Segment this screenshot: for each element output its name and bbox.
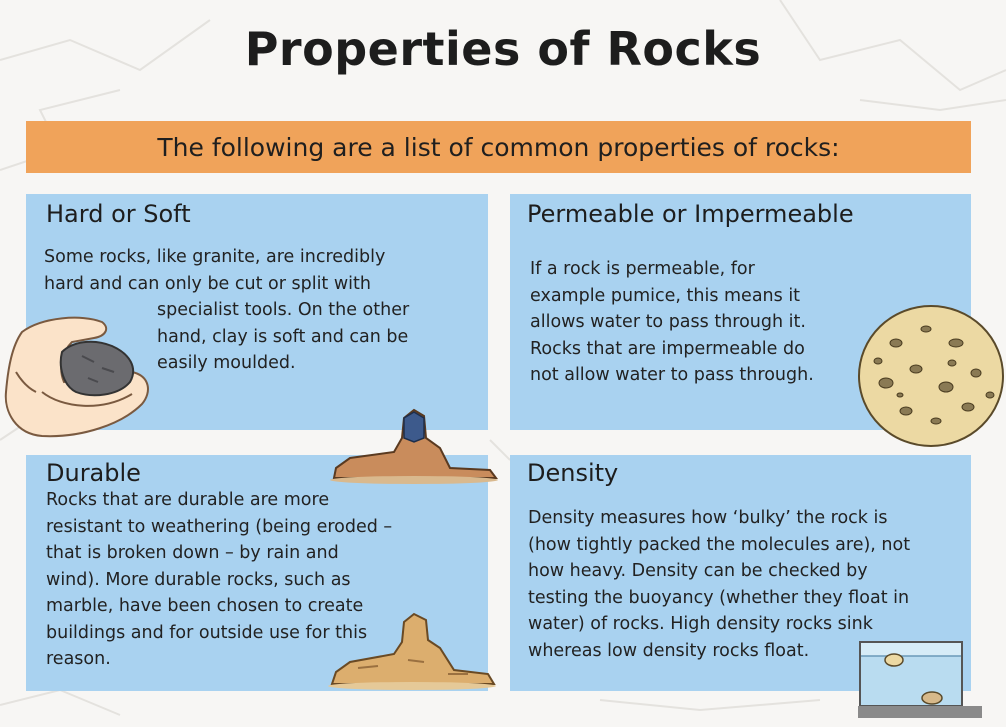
card-line: buildings and for outside use for this (46, 622, 368, 643)
card-line: easily moulded. (157, 353, 296, 373)
card-line: that is broken down – by rain and (46, 543, 339, 563)
card-line: example pumice, this means it (530, 285, 801, 306)
card-line: wind). More durable rocks, such as (46, 569, 351, 590)
card-line: Rocks that are durable are more (46, 490, 330, 510)
card-line: hard and can only be cut or split with (44, 273, 371, 294)
card-line: hand, clay is soft and can be (157, 326, 409, 347)
card-line: testing the buoyancy (whether they float in (528, 587, 910, 608)
intro-banner-text: The following are a list of common properties of rocks: (157, 132, 840, 162)
card-line: water) of rocks. High density rocks sink (528, 614, 873, 634)
card-line: Rocks that are impermeable do (530, 338, 805, 359)
card-body (530, 256, 814, 389)
hands-holding-rock-icon (2, 312, 152, 442)
card-line: whereas low density rocks float. (528, 640, 810, 661)
card-line: resistant to weathering (being eroded – (46, 516, 393, 537)
card-line: allows water to pass through it. (530, 312, 806, 332)
card-line: If a rock is permeable, for (530, 259, 755, 279)
card-line: marble, have been chosen to create (46, 596, 364, 616)
card-line: Some rocks, like granite, are incredibly (44, 247, 386, 267)
card-line: (how tightly packed the molecules are), not (528, 534, 911, 555)
pumice-rock-icon (856, 303, 1006, 449)
sphinx-icon (330, 408, 500, 484)
water-tank-icon (858, 640, 982, 720)
card-line: not allow water to pass through. (530, 365, 814, 385)
card-line: specialist tools. On the other (157, 300, 410, 320)
card-line: reason. (46, 649, 111, 669)
card-title: Permeable or Impermeable (527, 200, 854, 228)
card-title: Density (527, 459, 619, 487)
intro-banner (26, 121, 971, 173)
card-line: how heavy. Density can be checked by (528, 561, 868, 581)
sphinx-weathered-icon (328, 612, 498, 690)
card-body (528, 505, 910, 664)
card-title: Durable (46, 459, 141, 487)
card-line: Density measures how ‘bulky’ the rock is (528, 508, 888, 528)
page-title: Properties of Rocks (244, 22, 762, 76)
card-title: Hard or Soft (46, 200, 191, 228)
